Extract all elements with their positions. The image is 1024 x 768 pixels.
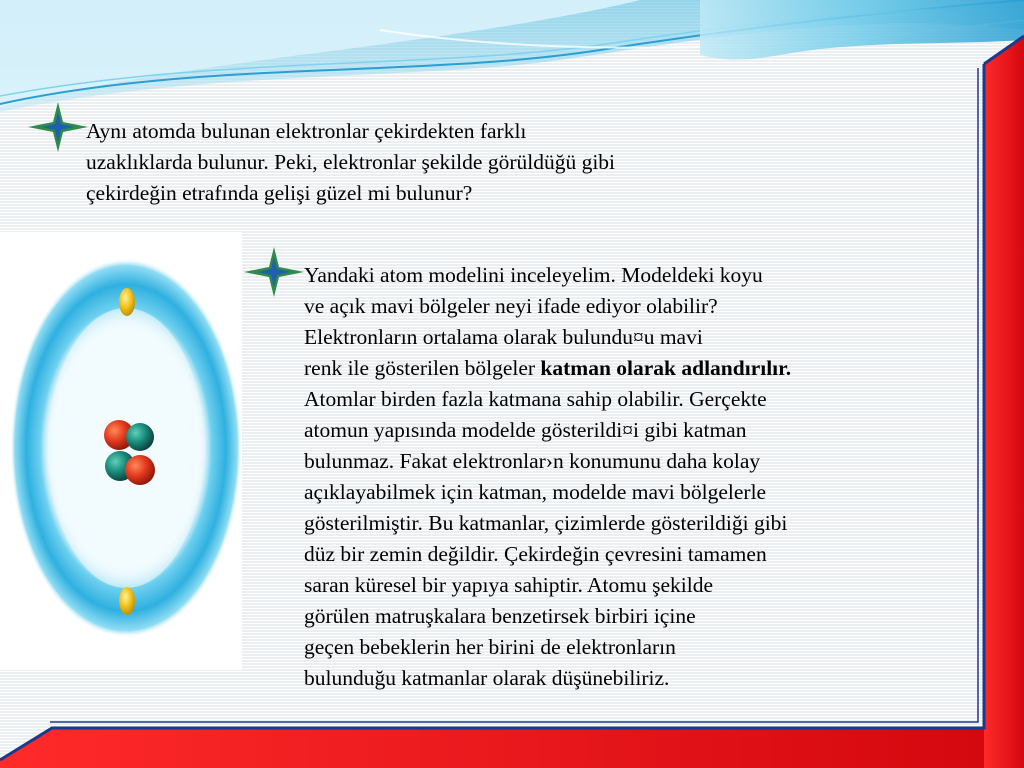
paragraph-line: atomun yapısında modelde gösterildi¤i gibi katman [304,418,747,442]
atom-model-figure [0,232,242,670]
paragraph-line: düz bir zemin değildir. Çekirdeğin çevresini tamamen [304,542,767,566]
paragraph-line: bulunduğu katmanlar olarak düşünebiliriz. [304,666,670,690]
bottom-red-border [0,728,984,768]
paragraph-line: Yandaki atom modelini inceleyelim. Modeldeki koyu [304,263,763,287]
paragraph-line: Elektronların ortalama olarak bulundu¤u mavi [304,325,703,349]
atom-model-illustration [0,232,242,670]
electron [119,288,135,316]
paragraph-line: gösterilmiştir. Bu katmanlar, çizimlerde gösterildiği gibi [304,511,788,535]
intro-line: Aynı atomda bulunan elektronlar çekirdekten farklı [86,119,527,143]
paragraph-text: renk ile gösterilen bölgeler [304,356,541,380]
top-wave-right [700,0,1024,60]
intro-line: uzaklıklarda bulunur. Peki, elektronlar şekilde görüldüğü gibi [86,150,616,174]
paragraph-line: Atomlar birden fazla katmana sahip olabilir. Gerçekte [304,387,767,411]
intro-line: çekirdeğin etrafında gelişi güzel mi bulunur? [86,181,473,205]
paragraph-line: bulunmaz. Fakat elektronlar›n konumunu daha kolay [304,449,761,473]
four-point-star-icon [28,102,88,152]
paragraph-line: ve açık mavi bölgeler neyi ifade ediyor olabilir? [304,294,718,318]
right-red-border [984,36,1024,768]
paragraph-line: geçen bebeklerin her birini de elektronların [304,635,676,659]
paragraph-line: görülen matruşkalara benzetirsek birbiri içine [304,604,696,628]
paragraph-line: açıklayabilmek için katman, modelde mavi bölgelerle [304,480,767,504]
bold-term: katman olarak adlandırılır. [540,356,792,380]
paragraph-line: saran küresel bir yapıya sahiptir. Atomu şekilde [304,573,714,597]
intro-paragraph [86,116,786,209]
four-point-star-icon [244,247,304,297]
electron [119,587,135,615]
neutron [126,423,154,451]
paragraph-line [304,353,944,384]
proton [125,455,155,485]
atom-model-paragraph [304,260,944,694]
